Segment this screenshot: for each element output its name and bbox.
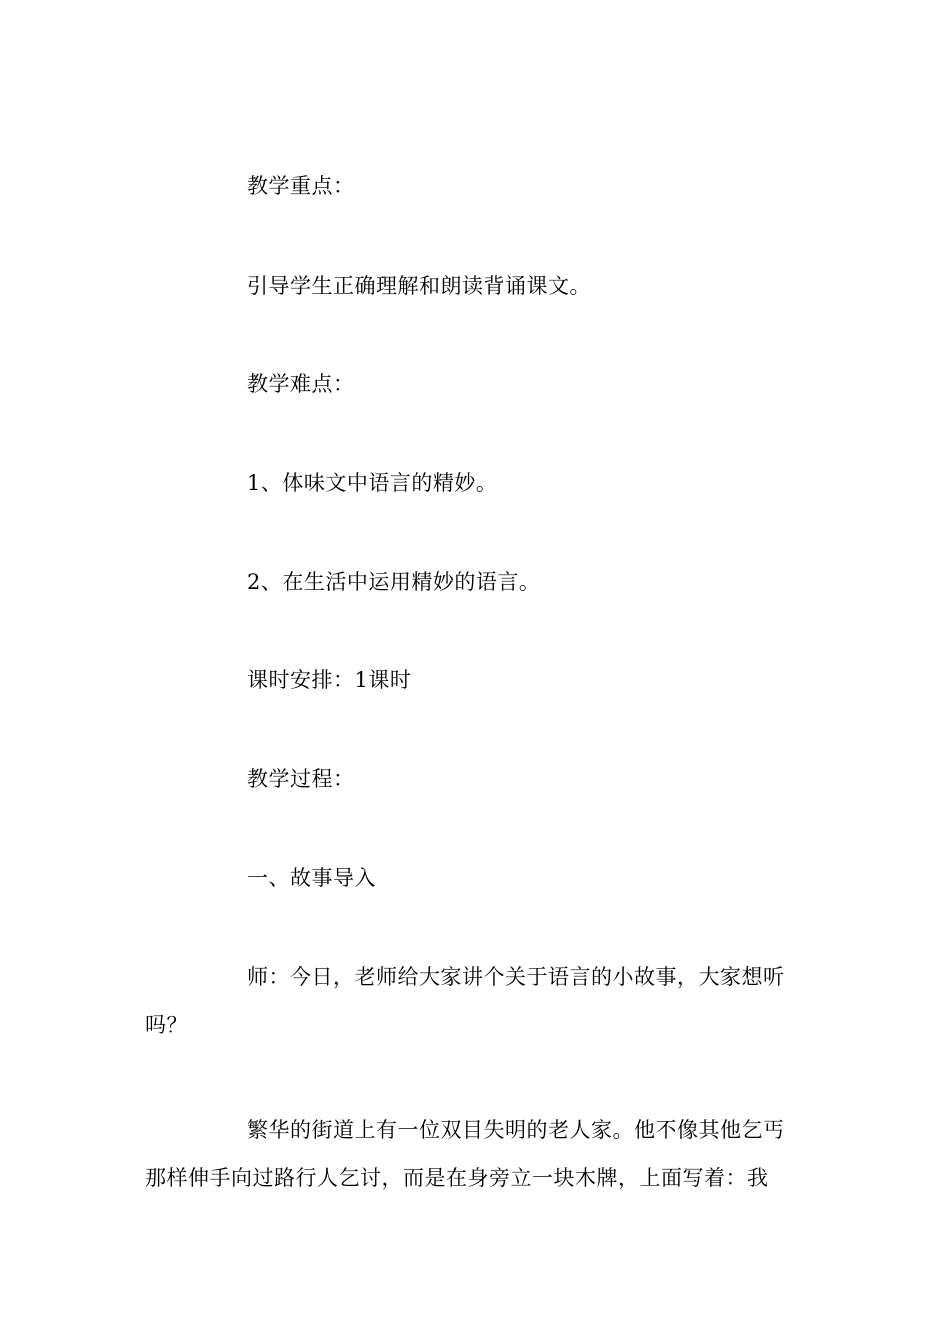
heading-teaching-process: 教学过程： [247, 767, 355, 791]
paragraph-difficulty-2: 2、在生活中运用精妙的语言。 [247, 570, 541, 594]
paragraph-difficulty-1: 1、体味文中语言的精妙。 [247, 471, 498, 495]
story-line-1: 繁华的街道上有一位双目失明的老人家。他不像其他乞丐 [247, 1118, 785, 1142]
paragraph-teaching-focus: 引导学生正确理解和朗读背诵课文。 [247, 274, 591, 298]
story-line-2: 那样伸手向过路行人乞讨，而是在身旁立一块木牌，上面写着：我 [145, 1166, 769, 1190]
heading-teaching-focus: 教学重点： [247, 174, 355, 198]
dialogue-line-2: 吗？ [145, 1013, 188, 1037]
paragraph-schedule: 课时安排：1课时 [247, 668, 412, 692]
heading-story-intro: 一、故事导入 [247, 866, 376, 890]
paragraph-teacher-dialogue [145, 953, 805, 1049]
heading-teaching-difficulty: 教学难点： [247, 372, 355, 396]
paragraph-story [145, 1106, 805, 1202]
dialogue-line-1: 师：今日，老师给大家讲个关于语言的小故事，大家想听 [247, 965, 785, 989]
